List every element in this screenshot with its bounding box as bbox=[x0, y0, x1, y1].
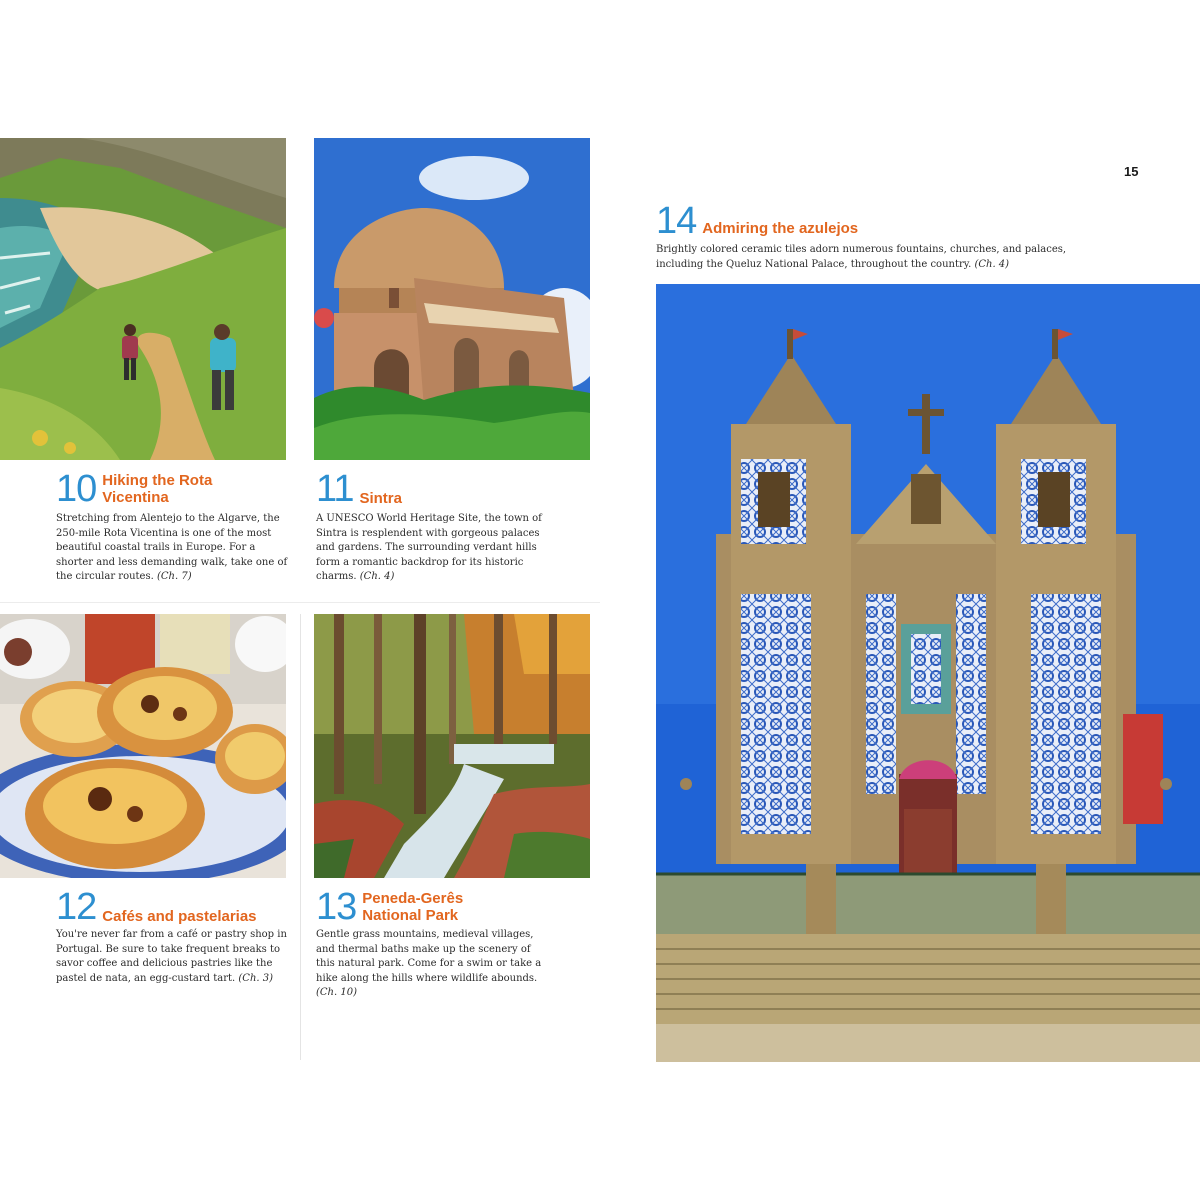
chapter-reference: (Ch. 10) bbox=[316, 987, 357, 998]
entry-title: Peneda-Gerês National Park bbox=[362, 890, 464, 924]
chapter-reference: (Ch. 7) bbox=[156, 571, 192, 582]
entry-description: You're never far from a café or pastry shop in Portugal. Be sure to take frequent breaks to savor coffee and delicious pastries like the pastel de nata, an egg-custard tart. bbox=[56, 929, 287, 984]
section-divider bbox=[0, 602, 600, 603]
chapter-reference: (Ch. 4) bbox=[974, 258, 1010, 270]
entry-description: Gentle grass mountains, medieval villages, and thermal baths make up the scenery of this natural park. Come for a swim or take a hike along the hills where wildlife abounds. bbox=[316, 929, 542, 984]
entry-11-heading bbox=[316, 470, 586, 508]
entry-12-body bbox=[56, 928, 288, 986]
column-divider bbox=[300, 614, 301, 1060]
entry-number: 11 bbox=[316, 468, 354, 510]
chapter-reference: (Ch. 4) bbox=[359, 571, 395, 582]
azulejo-church-photo bbox=[656, 284, 1200, 1062]
entry-number: 14 bbox=[656, 200, 697, 242]
entry-number: 13 bbox=[316, 886, 357, 928]
entry-12-heading bbox=[56, 888, 296, 926]
entry-11-body bbox=[316, 512, 552, 585]
entry-10-heading bbox=[56, 470, 286, 508]
peneda-geres-photo bbox=[314, 614, 590, 878]
entry-title: Cafés and pastelarias bbox=[102, 908, 257, 925]
entry-number: 12 bbox=[56, 886, 97, 928]
pasteis-de-nata-photo bbox=[0, 614, 286, 878]
entry-14-heading bbox=[656, 202, 1156, 240]
rota-vicentina-photo bbox=[0, 138, 286, 460]
entry-number: 10 bbox=[56, 468, 97, 510]
chapter-reference: (Ch. 3) bbox=[238, 972, 274, 984]
entry-13-body bbox=[316, 928, 552, 1001]
sintra-palace-photo bbox=[314, 138, 590, 460]
entry-description: A UNESCO World Heritage Site, the town of Sintra is resplendent with gorgeous palaces and gardens. The surrounding verdant hills form a romantic backdrop for its historic charms. bbox=[316, 513, 542, 582]
entry-description: Brightly colored ceramic tiles adorn numerous fountains, churches, and palaces, including the Queluz National Palace, throughout the country. bbox=[656, 244, 1067, 270]
entry-title: Sintra bbox=[359, 490, 402, 507]
entry-14-body bbox=[656, 243, 1116, 272]
entry-description: Stretching from Alentejo to the Algarve, the 250-mile Rota Vicentina is one of the most beautiful coastal trails in Europe. For a shorter and less demanding walk, take one of the circular routes. bbox=[56, 513, 288, 582]
entry-title: Hiking the Rota Vicentina bbox=[102, 472, 213, 506]
entry-10-body bbox=[56, 512, 288, 585]
entry-13-heading bbox=[316, 888, 586, 926]
entry-title: Admiring the azulejos bbox=[702, 220, 859, 237]
page-number: 15 bbox=[1124, 164, 1139, 179]
